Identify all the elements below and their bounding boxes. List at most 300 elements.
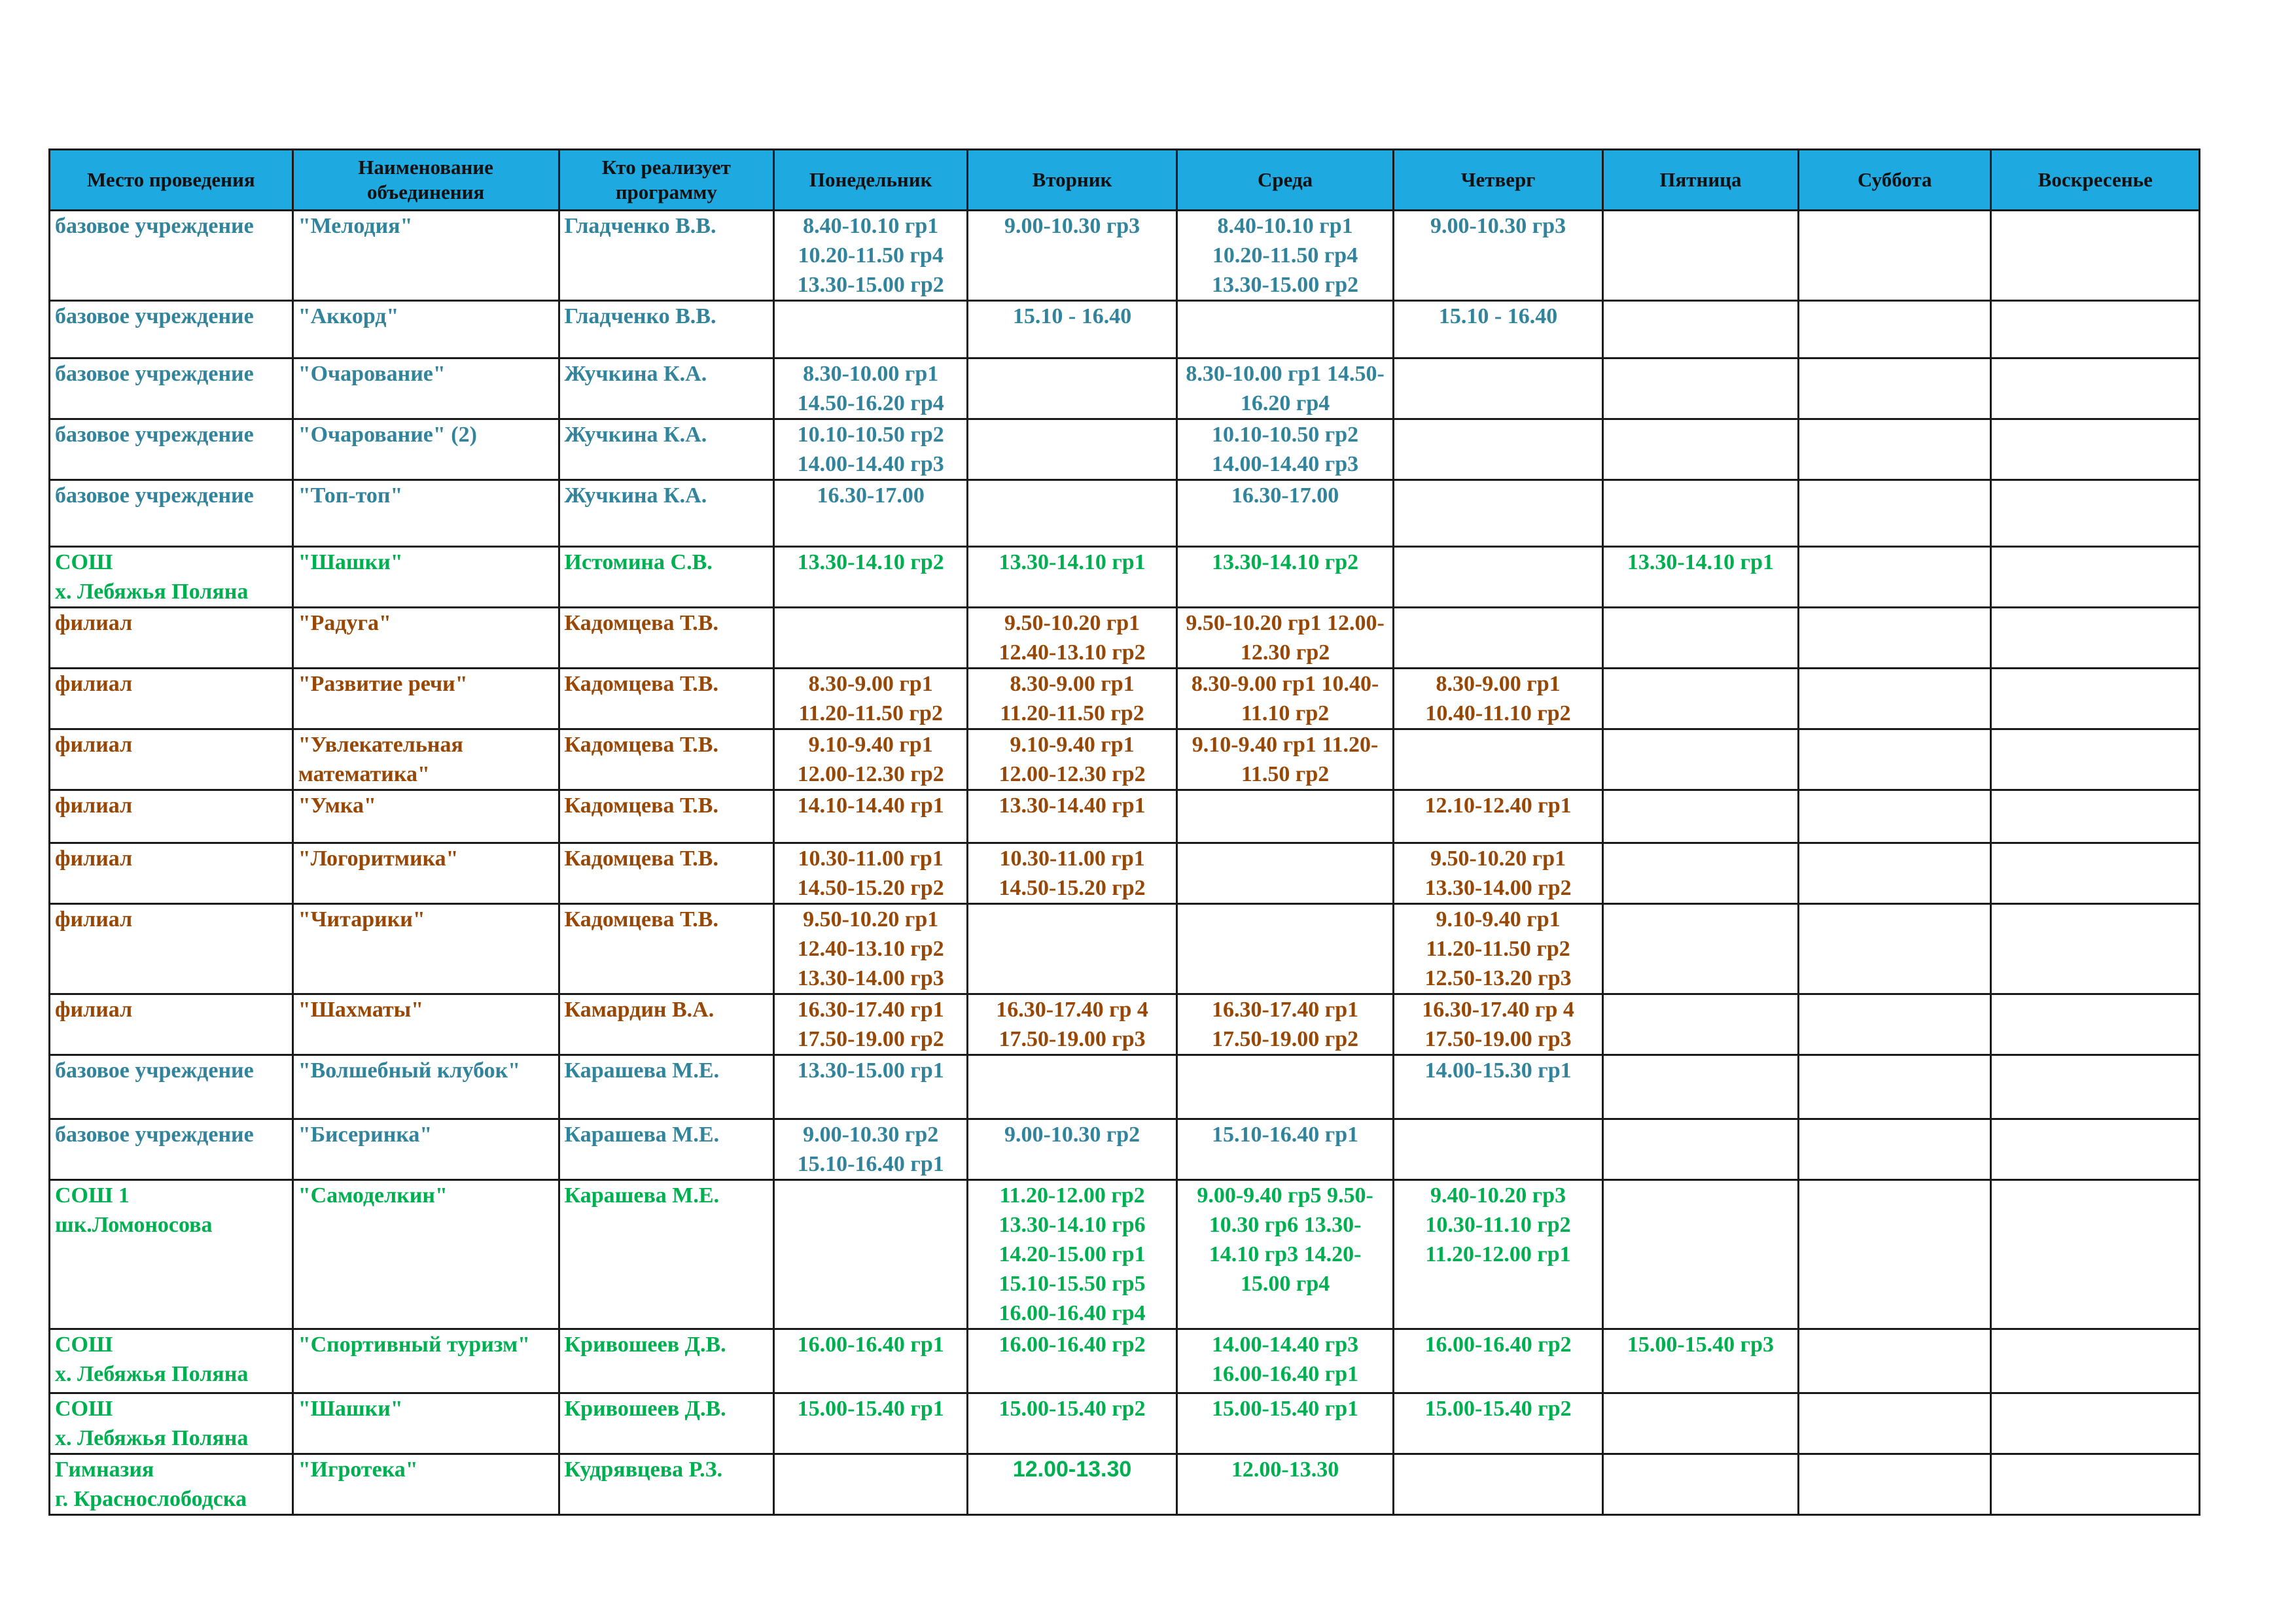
cell-line: Гимназия bbox=[55, 1457, 154, 1482]
cell-teacher bbox=[559, 419, 773, 480]
cell-place bbox=[50, 1329, 293, 1393]
cell-line: 10.10-10.50 гр2 bbox=[797, 423, 944, 447]
header-thursday bbox=[1394, 150, 1602, 211]
cell-line: "Очарование" (2) bbox=[298, 423, 477, 447]
table-row bbox=[50, 1055, 2200, 1119]
cell-wed bbox=[1176, 608, 1394, 669]
cell-sun bbox=[1991, 419, 2200, 480]
cell-line: "Развитие речи" bbox=[298, 672, 468, 696]
cell-tue bbox=[968, 358, 1176, 419]
cell-sat bbox=[1799, 1329, 1991, 1393]
cell-wed bbox=[1176, 669, 1394, 729]
cell-wed bbox=[1176, 729, 1394, 790]
cell-thu bbox=[1394, 480, 1602, 547]
cell-sat bbox=[1799, 608, 1991, 669]
cell-wed bbox=[1176, 994, 1394, 1055]
cell-line: 16.00-16.40 гр4 bbox=[998, 1301, 1146, 1325]
cell-tue bbox=[968, 211, 1176, 301]
table-row bbox=[50, 904, 2200, 994]
cell-wed bbox=[1176, 1180, 1394, 1329]
cell-line: "Волшебный клубок" bbox=[298, 1058, 521, 1083]
cell-line: 13.30-14.10 гр1 bbox=[998, 550, 1146, 574]
cell-wed bbox=[1176, 843, 1394, 904]
cell-line: "Логоритмика" bbox=[298, 846, 459, 871]
cell-line: 13.30-14.40 гр1 bbox=[998, 794, 1146, 818]
cell-mon bbox=[774, 1119, 968, 1180]
cell-teacher bbox=[559, 547, 773, 608]
cell-line: 16.30-17.40 гр 4 bbox=[1422, 998, 1574, 1022]
cell-wed bbox=[1176, 1055, 1394, 1119]
cell-teacher bbox=[559, 904, 773, 994]
cell-line: "Топ-топ" bbox=[298, 483, 403, 508]
cell-tue bbox=[968, 904, 1176, 994]
cell-club-name bbox=[292, 211, 559, 301]
cell-line: объединения bbox=[366, 181, 485, 203]
cell-thu bbox=[1394, 843, 1602, 904]
cell-line: 9.00-10.30 гр3 bbox=[1430, 214, 1566, 238]
cell-thu bbox=[1394, 1119, 1602, 1180]
cell-line: 14.50-15.20 гр2 bbox=[998, 876, 1146, 900]
cell-mon bbox=[774, 669, 968, 729]
table-row bbox=[50, 608, 2200, 669]
cell-sat bbox=[1799, 358, 1991, 419]
table-row bbox=[50, 1180, 2200, 1329]
cell-sat bbox=[1799, 1055, 1991, 1119]
cell-line: филиал bbox=[55, 998, 133, 1022]
cell-line: 14.00-14.40 гр3 bbox=[797, 452, 944, 476]
cell-line: Жучкина К.А. bbox=[564, 423, 707, 447]
cell-line: Карашева М.Е. bbox=[564, 1058, 720, 1083]
cell-line: 16.00-16.40 гр2 bbox=[1424, 1333, 1572, 1357]
cell-line: Кадомцева Т.В. bbox=[564, 846, 718, 871]
cell-line: математика" bbox=[298, 762, 430, 786]
cell-wed bbox=[1176, 790, 1394, 843]
cell-teacher bbox=[559, 669, 773, 729]
table-row bbox=[50, 211, 2200, 301]
cell-line: СОШ bbox=[55, 550, 113, 574]
cell-teacher bbox=[559, 1055, 773, 1119]
cell-line: базовое учреждение bbox=[55, 214, 254, 238]
cell-wed bbox=[1176, 480, 1394, 547]
cell-club-name bbox=[292, 790, 559, 843]
cell-line: 11.20-12.00 гр1 bbox=[1425, 1242, 1571, 1266]
cell-line: 13.30-14.10 гр2 bbox=[797, 550, 944, 574]
cell-line: 15.00-15.40 гр2 bbox=[1424, 1397, 1572, 1421]
cell-line: 16.00-16.40 гр2 bbox=[998, 1333, 1146, 1357]
header-teacher bbox=[559, 150, 773, 211]
cell-sun bbox=[1991, 358, 2200, 419]
cell-club-name bbox=[292, 729, 559, 790]
cell-line: "Шашки" bbox=[298, 1397, 403, 1421]
cell-line: Карашева М.Е. bbox=[564, 1183, 720, 1208]
cell-line: 16.00-16.40 гр1 bbox=[797, 1333, 944, 1357]
cell-line: филиал bbox=[55, 907, 133, 932]
cell-line: 9.00-10.30 гр2 bbox=[1004, 1123, 1140, 1147]
cell-thu bbox=[1394, 729, 1602, 790]
table-row bbox=[50, 669, 2200, 729]
cell-line: 8.30-9.00 гр1 bbox=[1010, 672, 1135, 696]
cell-club-name bbox=[292, 1119, 559, 1180]
cell-line: 11.20-11.50 гр2 bbox=[1426, 937, 1570, 961]
cell-line: Кудрявцева Р.З. bbox=[564, 1457, 723, 1482]
cell-tue bbox=[968, 1454, 1176, 1515]
cell-fri bbox=[1602, 1393, 1798, 1454]
cell-wed bbox=[1176, 1393, 1394, 1454]
cell-line: "Игротека" bbox=[298, 1457, 418, 1482]
header-tuesday bbox=[968, 150, 1176, 211]
cell-thu bbox=[1394, 1329, 1602, 1393]
cell-line: 14.20-15.00 гр1 bbox=[998, 1242, 1146, 1266]
cell-line: 9.10-9.40 гр1 bbox=[1010, 733, 1135, 757]
cell-fri bbox=[1602, 358, 1798, 419]
cell-line: Карашева М.Е. bbox=[564, 1123, 720, 1147]
cell-sun bbox=[1991, 994, 2200, 1055]
cell-club-name bbox=[292, 1393, 559, 1454]
cell-line: 14.00-15.30 гр1 bbox=[1424, 1058, 1572, 1083]
cell-tue bbox=[968, 1119, 1176, 1180]
cell-line: базовое учреждение bbox=[55, 423, 254, 447]
cell-place bbox=[50, 1393, 293, 1454]
cell-line: 16.30-17.00 bbox=[817, 483, 925, 508]
cell-sat bbox=[1799, 994, 1991, 1055]
cell-place bbox=[50, 729, 293, 790]
cell-fri bbox=[1602, 843, 1798, 904]
cell-teacher bbox=[559, 994, 773, 1055]
cell-line: "Бисеринка" bbox=[298, 1123, 433, 1147]
cell-club-name bbox=[292, 843, 559, 904]
cell-mon bbox=[774, 419, 968, 480]
cell-sat bbox=[1799, 1180, 1991, 1329]
cell-sat bbox=[1799, 1393, 1991, 1454]
cell-sun bbox=[1991, 669, 2200, 729]
cell-teacher bbox=[559, 480, 773, 547]
cell-line: 12.30 гр2 bbox=[1240, 640, 1330, 665]
cell-line: 13.30-14.00 гр2 bbox=[1424, 876, 1572, 900]
header-saturday bbox=[1799, 150, 1991, 211]
cell-thu bbox=[1394, 211, 1602, 301]
cell-line: 17.50-19.00 гр3 bbox=[1424, 1027, 1572, 1051]
cell-tue bbox=[968, 608, 1176, 669]
cell-sat bbox=[1799, 729, 1991, 790]
cell-mon bbox=[774, 1055, 968, 1119]
cell-tue bbox=[968, 1329, 1176, 1393]
cell-line: 11.20-12.00 гр2 bbox=[999, 1183, 1145, 1208]
cell-teacher bbox=[559, 1119, 773, 1180]
cell-line: 16.30-17.00 bbox=[1231, 483, 1339, 508]
cell-club-name bbox=[292, 1180, 559, 1329]
cell-mon bbox=[774, 729, 968, 790]
cell-line: 13.30-14.10 гр1 bbox=[1627, 550, 1775, 574]
cell-line: 12.50-13.20 гр3 bbox=[1424, 966, 1572, 990]
cell-sun bbox=[1991, 904, 2200, 994]
cell-sun bbox=[1991, 1180, 2200, 1329]
schedule-body bbox=[50, 211, 2200, 1515]
cell-fri bbox=[1602, 419, 1798, 480]
cell-tue bbox=[968, 1180, 1176, 1329]
cell-mon bbox=[774, 301, 968, 358]
cell-sat bbox=[1799, 1119, 1991, 1180]
cell-line: 9.50-10.20 гр1 bbox=[1430, 846, 1566, 871]
header-sunday bbox=[1991, 150, 2200, 211]
cell-teacher bbox=[559, 790, 773, 843]
cell-fri bbox=[1602, 1119, 1798, 1180]
table-row bbox=[50, 358, 2200, 419]
cell-line: 9.10-9.40 гр1 bbox=[808, 733, 933, 757]
cell-sat bbox=[1799, 480, 1991, 547]
cell-line: 13.30-14.10 гр6 bbox=[998, 1213, 1146, 1237]
cell-thu bbox=[1394, 419, 1602, 480]
cell-line: "Шашки" bbox=[298, 550, 403, 574]
cell-mon bbox=[774, 994, 968, 1055]
cell-line: 9.50-10.20 гр1 12.00- bbox=[1186, 611, 1385, 635]
table-row bbox=[50, 1454, 2200, 1515]
cell-teacher bbox=[559, 608, 773, 669]
cell-line: 10.30 гр6 13.30- bbox=[1209, 1213, 1362, 1237]
cell-line: Жучкина К.А. bbox=[564, 483, 707, 508]
cell-line: 13.30-15.00 гр1 bbox=[797, 1058, 944, 1083]
cell-line: 15.10 - 16.40 bbox=[1438, 304, 1558, 328]
cell-line: 9.00-10.30 гр3 bbox=[1004, 214, 1140, 238]
cell-line: Наименование bbox=[358, 156, 493, 179]
cell-line: базовое учреждение bbox=[55, 362, 254, 386]
cell-wed bbox=[1176, 1119, 1394, 1180]
cell-tue bbox=[968, 1393, 1176, 1454]
cell-mon bbox=[774, 480, 968, 547]
cell-line: 17.50-19.00 гр3 bbox=[998, 1027, 1146, 1051]
cell-place bbox=[50, 843, 293, 904]
cell-fri bbox=[1602, 790, 1798, 843]
cell-line: 9.00-10.30 гр2 bbox=[803, 1123, 939, 1147]
cell-line: Понедельник bbox=[809, 168, 932, 191]
table-row bbox=[50, 729, 2200, 790]
cell-line: 15.00 гр4 bbox=[1240, 1272, 1330, 1296]
cell-fri bbox=[1602, 608, 1798, 669]
cell-line: Гладченко В.В. bbox=[564, 304, 716, 328]
cell-line: г. Краснослободска bbox=[55, 1487, 247, 1511]
cell-line: филиал bbox=[55, 611, 133, 635]
cell-teacher bbox=[559, 211, 773, 301]
cell-wed bbox=[1176, 301, 1394, 358]
cell-line: 11.10 гр2 bbox=[1241, 701, 1330, 725]
header-monday bbox=[774, 150, 968, 211]
cell-mon bbox=[774, 1180, 968, 1329]
cell-sat bbox=[1799, 301, 1991, 358]
header-place bbox=[50, 150, 293, 211]
cell-place bbox=[50, 1055, 293, 1119]
cell-line: "Шахматы" bbox=[298, 998, 424, 1022]
cell-fri bbox=[1602, 904, 1798, 994]
cell-sun bbox=[1991, 480, 2200, 547]
table-row bbox=[50, 547, 2200, 608]
cell-line: Кривошеев Д.В. bbox=[564, 1333, 726, 1357]
cell-teacher bbox=[559, 301, 773, 358]
cell-line: 8.40-10.10 гр1 bbox=[803, 214, 939, 238]
cell-tue bbox=[968, 1055, 1176, 1119]
cell-teacher bbox=[559, 843, 773, 904]
cell-club-name bbox=[292, 669, 559, 729]
cell-line: Камардин В.А. bbox=[564, 998, 715, 1022]
cell-place bbox=[50, 1454, 293, 1515]
cell-line: 15.00-15.40 гр1 bbox=[1211, 1397, 1359, 1421]
cell-line: базовое учреждение bbox=[55, 483, 254, 508]
cell-line: филиал bbox=[55, 846, 133, 871]
cell-line: 12.40-13.10 гр2 bbox=[797, 937, 944, 961]
cell-mon bbox=[774, 1329, 968, 1393]
cell-line: шк.Ломоносова bbox=[55, 1213, 213, 1237]
cell-line: 14.50-16.20 гр4 bbox=[797, 391, 944, 415]
cell-thu bbox=[1394, 1393, 1602, 1454]
cell-fri bbox=[1602, 1329, 1798, 1393]
cell-line: 10.30-11.00 гр1 bbox=[999, 846, 1145, 871]
cell-line: 16.30-17.40 гр1 bbox=[797, 998, 944, 1022]
cell-club-name bbox=[292, 904, 559, 994]
cell-line: 13.30-15.00 гр2 bbox=[1211, 273, 1359, 297]
cell-line: 10.20-11.50 гр4 bbox=[798, 243, 944, 268]
table-row bbox=[50, 843, 2200, 904]
cell-line: 14.00-14.40 гр3 bbox=[1211, 452, 1359, 476]
header-row bbox=[50, 150, 2200, 211]
cell-line: 9.50-10.20 гр1 bbox=[1004, 611, 1140, 635]
cell-line: Гладченко В.В. bbox=[564, 214, 716, 238]
cell-sat bbox=[1799, 547, 1991, 608]
cell-line: 12.10-12.40 гр1 bbox=[1424, 794, 1572, 818]
cell-line: 8.40-10.10 гр1 bbox=[1217, 214, 1353, 238]
cell-tue bbox=[968, 790, 1176, 843]
cell-line: "Увлекательная bbox=[298, 733, 463, 757]
cell-wed bbox=[1176, 211, 1394, 301]
cell-line: 10.40-11.10 гр2 bbox=[1425, 701, 1571, 725]
cell-line: 14.10-14.40 гр1 bbox=[797, 794, 944, 818]
cell-line: 8.30-10.00 гр1 bbox=[803, 362, 939, 386]
cell-wed bbox=[1176, 1454, 1394, 1515]
cell-thu bbox=[1394, 1055, 1602, 1119]
cell-mon bbox=[774, 843, 968, 904]
cell-line: 15.00-15.40 гр3 bbox=[1627, 1333, 1775, 1357]
cell-line: Кривошеев Д.В. bbox=[564, 1397, 726, 1421]
cell-line: 11.20-11.50 гр2 bbox=[1000, 701, 1144, 725]
cell-line: программу bbox=[615, 181, 717, 203]
cell-place bbox=[50, 904, 293, 994]
cell-line: "Мелодия" bbox=[298, 214, 413, 238]
cell-line: 9.40-10.20 гр3 bbox=[1430, 1183, 1566, 1208]
cell-line: 9.10-9.40 гр1 11.20- bbox=[1192, 733, 1379, 757]
cell-wed bbox=[1176, 358, 1394, 419]
cell-line: 15.00-15.40 гр1 bbox=[797, 1397, 944, 1421]
cell-thu bbox=[1394, 904, 1602, 994]
cell-mon bbox=[774, 904, 968, 994]
cell-line: базовое учреждение bbox=[55, 1058, 254, 1083]
cell-line: СОШ 1 bbox=[55, 1183, 130, 1208]
table-row bbox=[50, 419, 2200, 480]
cell-line: 16.20 гр4 bbox=[1240, 391, 1330, 415]
table-row bbox=[50, 480, 2200, 547]
cell-sun bbox=[1991, 790, 2200, 843]
cell-thu bbox=[1394, 301, 1602, 358]
cell-place bbox=[50, 358, 293, 419]
cell-club-name bbox=[292, 1055, 559, 1119]
cell-wed bbox=[1176, 547, 1394, 608]
cell-fri bbox=[1602, 1454, 1798, 1515]
cell-thu bbox=[1394, 790, 1602, 843]
cell-mon bbox=[774, 211, 968, 301]
cell-line: "Аккорд" bbox=[298, 304, 399, 328]
cell-line: Кадомцева Т.В. bbox=[564, 611, 718, 635]
cell-thu bbox=[1394, 1454, 1602, 1515]
cell-line: Кадомцева Т.В. bbox=[564, 733, 718, 757]
cell-wed bbox=[1176, 904, 1394, 994]
cell-sun bbox=[1991, 1119, 2200, 1180]
cell-line: х. Лебяжья Поляна bbox=[55, 1426, 249, 1450]
cell-place bbox=[50, 790, 293, 843]
cell-tue bbox=[968, 480, 1176, 547]
cell-line: Место проведения bbox=[87, 168, 255, 191]
cell-fri bbox=[1602, 301, 1798, 358]
cell-line: 11.50 гр2 bbox=[1241, 762, 1330, 786]
cell-line: Истомина С.В. bbox=[564, 550, 713, 574]
cell-tue bbox=[968, 547, 1176, 608]
header-name bbox=[292, 150, 559, 211]
cell-line: 15.00-15.40 гр2 bbox=[998, 1397, 1146, 1421]
schedule-header bbox=[50, 150, 2200, 211]
cell-club-name bbox=[292, 994, 559, 1055]
cell-line: СОШ bbox=[55, 1333, 113, 1357]
cell-club-name bbox=[292, 547, 559, 608]
cell-line: Суббота bbox=[1858, 168, 1932, 191]
table-row bbox=[50, 790, 2200, 843]
cell-tue bbox=[968, 994, 1176, 1055]
schedule-table bbox=[48, 148, 2200, 1516]
cell-club-name bbox=[292, 358, 559, 419]
cell-sun bbox=[1991, 1329, 2200, 1393]
cell-sat bbox=[1799, 843, 1991, 904]
cell-line: филиал bbox=[55, 733, 133, 757]
cell-line: 8.30-9.00 гр1 10.40- bbox=[1191, 672, 1379, 696]
cell-line: 9.10-9.40 гр1 bbox=[1436, 907, 1561, 932]
cell-place bbox=[50, 419, 293, 480]
cell-club-name bbox=[292, 1329, 559, 1393]
cell-place bbox=[50, 1180, 293, 1329]
cell-teacher bbox=[559, 1393, 773, 1454]
cell-line: Пятница bbox=[1659, 168, 1742, 191]
cell-line: 15.10-15.50 гр5 bbox=[998, 1272, 1146, 1296]
cell-sat bbox=[1799, 790, 1991, 843]
cell-place bbox=[50, 1119, 293, 1180]
cell-place bbox=[50, 608, 293, 669]
cell-line: 10.30-11.10 гр2 bbox=[1425, 1213, 1571, 1237]
cell-sat bbox=[1799, 419, 1991, 480]
cell-wed bbox=[1176, 419, 1394, 480]
cell-sun bbox=[1991, 1454, 2200, 1515]
cell-line: 10.30-11.00 гр1 bbox=[798, 846, 944, 871]
cell-tue bbox=[968, 301, 1176, 358]
cell-fri bbox=[1602, 729, 1798, 790]
cell-mon bbox=[774, 608, 968, 669]
cell-mon bbox=[774, 1393, 968, 1454]
cell-line: Жучкина К.А. bbox=[564, 362, 707, 386]
cell-sat bbox=[1799, 211, 1991, 301]
cell-tue bbox=[968, 419, 1176, 480]
cell-thu bbox=[1394, 608, 1602, 669]
cell-sun bbox=[1991, 211, 2200, 301]
cell-line: 12.00-13.30 bbox=[1231, 1457, 1339, 1482]
cell-fri bbox=[1602, 994, 1798, 1055]
table-row bbox=[50, 994, 2200, 1055]
cell-line: 8.30-9.00 гр1 bbox=[1436, 672, 1561, 696]
table-row bbox=[50, 301, 2200, 358]
cell-line: 12.00-12.30 гр2 bbox=[797, 762, 944, 786]
cell-mon bbox=[774, 547, 968, 608]
cell-place bbox=[50, 547, 293, 608]
